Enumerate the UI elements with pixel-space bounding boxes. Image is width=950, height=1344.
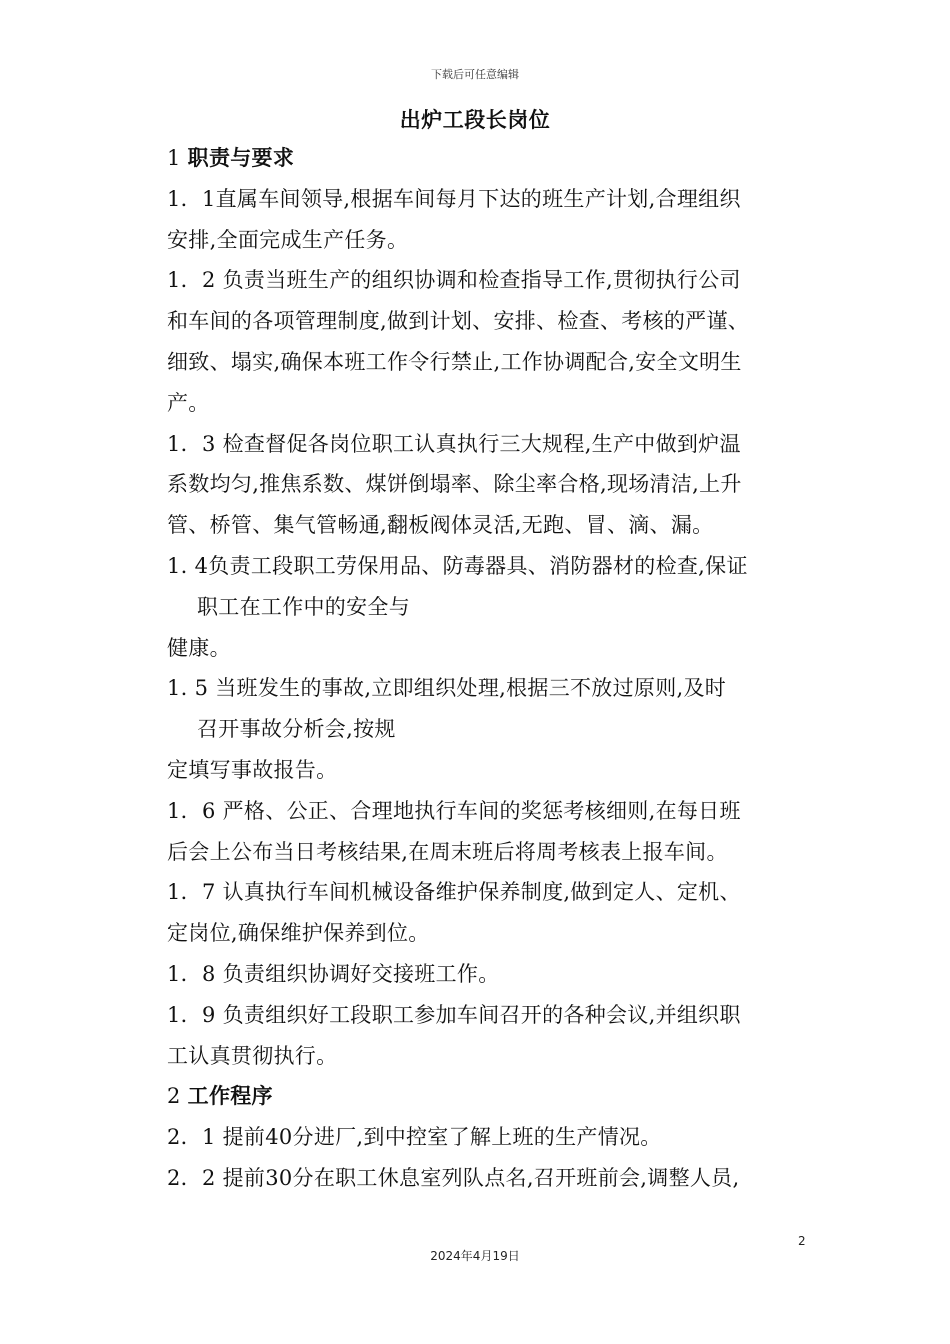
paragraph-line: 定岗位,确保维护保养到位。 bbox=[167, 921, 430, 946]
footer-date: 2024年4月19日 bbox=[430, 1249, 520, 1263]
paragraph-line: 安排,全面完成生产任务。 bbox=[167, 227, 409, 252]
paragraph-line: 系数均匀,推焦系数、煤饼倒塌率、除尘率合格,现场清洁,上升 bbox=[167, 472, 742, 497]
paragraph-line: 管、桥管、集气管畅通,翻板阀体灵活,无跑、冒、滴、漏。 bbox=[167, 513, 714, 538]
paragraph-line: 1．7 认真执行车间机械设备维护保养制度,做到定人、定机、 bbox=[167, 880, 741, 905]
paragraph-line: 1. 4负责工段职工劳保用品、防毒器具、消防器材的检查,保证 bbox=[167, 553, 748, 578]
paragraph-line: 1．8 负责组织协调好交接班工作。 bbox=[167, 961, 500, 986]
paragraph-line: 1．2 负责当班生产的组织协调和检查指导工作,贯彻执行公司 bbox=[167, 268, 741, 293]
document-body bbox=[167, 138, 812, 1199]
paragraph-line: 和车间的各项管理制度,做到计划、安排、检查、考核的严谨、 bbox=[167, 309, 750, 334]
paragraph-line: 召开事故分析会,按规 bbox=[197, 717, 396, 742]
paragraph-line: 2．1 提前40分进厂,到中控室了解上班的生产情况。 bbox=[167, 1125, 662, 1150]
section-heading-1 bbox=[167, 138, 812, 179]
paragraph-line: 职工在工作中的安全与 bbox=[197, 594, 410, 619]
paragraph-line: 产。 bbox=[167, 390, 210, 415]
paragraph-line: 健康。 bbox=[167, 635, 231, 660]
document-title: 出炉工段长岗位 bbox=[399, 108, 551, 132]
paragraph-line: 工认真贯彻执行。 bbox=[167, 1043, 338, 1068]
header-note: 下载后可任意编辑 bbox=[431, 68, 519, 81]
paragraph-line: 后会上公布当日考核结果,在周末班后将周考核表上报车间。 bbox=[167, 839, 728, 864]
section-title: 职责与要求 bbox=[187, 146, 295, 170]
paragraph-line: 1．6 严格、公正、合理地执行车间的奖惩考核细则,在每日班 bbox=[167, 798, 741, 823]
paragraph-line: 2．2 提前30分在职工休息室列队点名,召开班前会,调整人员, bbox=[167, 1165, 740, 1190]
paragraph-line: 定填写事故报告。 bbox=[167, 757, 338, 782]
section-title: 工作程序 bbox=[187, 1084, 273, 1109]
paragraph-line: 1．3 检查督促各岗位职工认真执行三大规程,生产中做到炉温 bbox=[167, 431, 741, 456]
paragraph-line: 细致、塌实,确保本班工作令行禁止,工作协调配合,安全文明生 bbox=[167, 349, 742, 374]
section-heading-2 bbox=[167, 1076, 812, 1117]
page-number: 2 bbox=[798, 1234, 806, 1248]
paragraph-line: 1．9 负责组织好工段职工参加车间召开的各种会议,并组织职 bbox=[167, 1002, 741, 1027]
section-number: 1 bbox=[167, 146, 181, 170]
paragraph-line: 1. 5 当班发生的事故,立即组织处理,根据三不放过原则,及时 bbox=[167, 676, 727, 701]
paragraph-line: 1．1直属车间领导,根据车间每月下达的班生产计划,合理组织 bbox=[167, 186, 741, 211]
section-number: 2 bbox=[167, 1084, 181, 1109]
